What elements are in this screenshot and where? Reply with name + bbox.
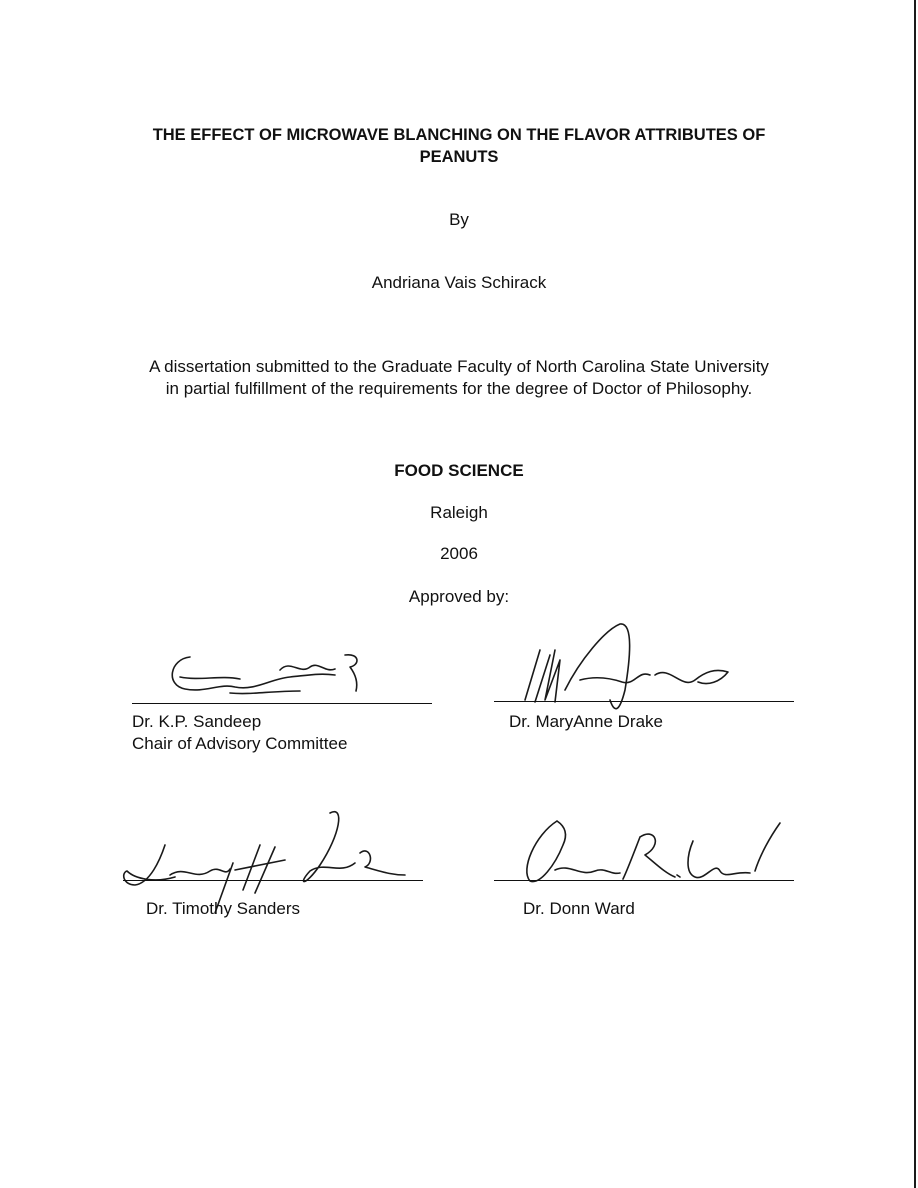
- approved-by-label: Approved by:: [408, 587, 510, 606]
- signature-line-ward: [494, 880, 794, 881]
- signatory-sanders: [146, 898, 446, 920]
- signatory-ward: [523, 898, 823, 920]
- signature-drake-scribble: [510, 620, 750, 720]
- signatory-drake: [509, 711, 809, 733]
- signature-line-sandeep: [132, 703, 432, 704]
- signatory-role: Chair of Advisory Committee: [132, 734, 348, 753]
- signature-sandeep-scribble: [160, 645, 380, 705]
- city: Raleigh: [430, 503, 488, 522]
- signatory-name: Dr. MaryAnne Drake: [509, 712, 663, 731]
- submission-statement-line-1: A dissertation submitted to the Graduate Faculty of North Carolina State University: [149, 357, 769, 376]
- signatory-name: Dr. Donn Ward: [523, 899, 635, 918]
- signatory-name: Dr. Timothy Sanders: [146, 899, 301, 918]
- author-name: Andriana Vais Schirack: [371, 273, 547, 292]
- dissertation-title: THE EFFECT OF MICROWAVE BLANCHING ON THE FLAVOR ATTRIBUTES OF PEANUTS: [152, 126, 766, 166]
- signature-ward-scribble: [515, 815, 795, 890]
- year: 2006: [440, 544, 478, 563]
- by-line: By: [449, 210, 469, 229]
- submission-statement-line-2: in partial fulfillment of the requirements for the degree of Doctor of Philosophy.: [165, 379, 753, 398]
- signatory-name: Dr. K.P. Sandeep: [132, 712, 262, 731]
- signature-line-sanders: [123, 880, 423, 881]
- department-name: FOOD SCIENCE: [394, 461, 524, 480]
- signature-line-drake: [494, 701, 794, 702]
- signatory-sandeep: [132, 711, 432, 755]
